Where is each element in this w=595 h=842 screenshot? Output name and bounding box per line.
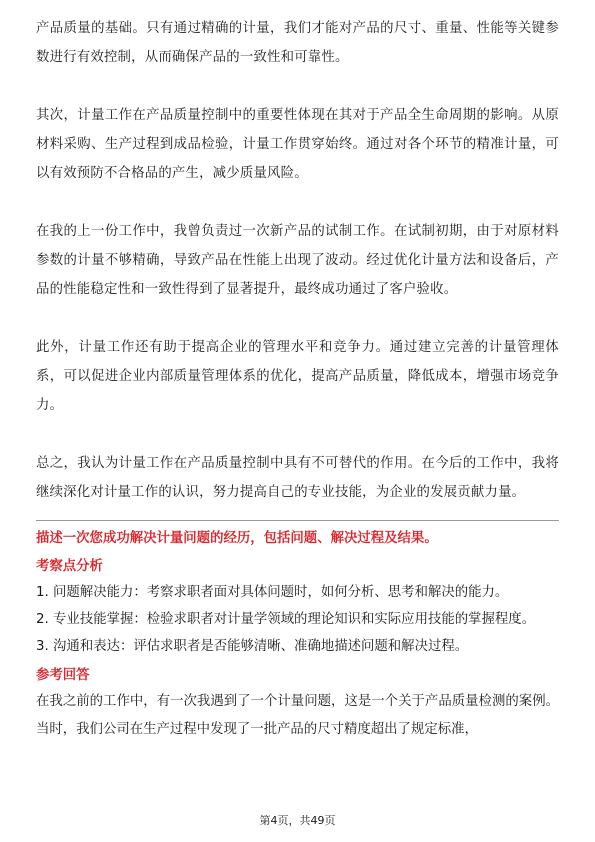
body-paragraph-4: 此外，计量工作还有助于提高企业的管理水平和竞争力。通过建立完善的计量管理体系，可以促进企业内部质量管理体系的优化，提高产品质量，降低成本，增强市场竞争力。 — [36, 340, 559, 413]
analysis-point-1: 1. 问题解决能力：考察求职者面对具体问题时，如何分析、思考和解决的能力。 — [36, 585, 509, 600]
reference-title: 参考回答 — [36, 668, 90, 683]
analysis-title: 考察点分析 — [36, 559, 103, 574]
page-footer: 第4页，共49页 — [259, 814, 336, 827]
body-paragraph-1: 产品质量的基础。只有通过精确的计量，我们才能对产品的尺寸、重量、性能等关键参数进行有效控制，从而确保产品的一致性和可靠性。 — [36, 21, 559, 65]
reference-answer: 在我之前的工作中，有一次我遇到了一个计量问题，这是一个关于产品质量检测的案例。当时，我们公司在生产过程中发现了一批产品的尺寸精度超出了规定标准， — [36, 694, 559, 737]
section-divider — [36, 520, 559, 521]
interview-question: 描述一次您成功解决计量问题的经历，包括问题、解决过程及结果。 — [36, 531, 438, 546]
document-page — [36, 14, 559, 744]
body-paragraph-2: 其次，计量工作在产品质量控制中的重要性体现在其对于产品全生命周期的影响。从原材料采购、生产过程到成品检验，计量工作贯穿始终。通过对各个环节的精准计量，可以有效预防不合格品的产生，减少质量风险。 — [36, 108, 559, 181]
body-paragraph-5: 总之，我认为计量工作在产品质量控制中具有不可替代的作用。在今后的工作中，我将继续深化对计量工作的认识，努力提高自己的专业技能，为企业的发展贡献力量。 — [36, 456, 559, 500]
body-paragraph-3: 在我的上一份工作中，我曾负责过一次新产品的试制工作。在试制初期，由于对原材料参数的计量不够精确，导致产品在性能上出现了波动。经过优化计量方法和设备后，产品的性能稳定性和一致性得到了显著提升，最终成功通过了客户验收。 — [36, 224, 559, 297]
analysis-point-3: 3. 沟通和表达：评估求职者是否能够清晰、准确地描述问题和解决过程。 — [36, 639, 469, 654]
analysis-point-2: 2. 专业技能掌握：检验求职者对计量学领域的理论知识和实际应用技能的掌握程度。 — [36, 612, 536, 627]
